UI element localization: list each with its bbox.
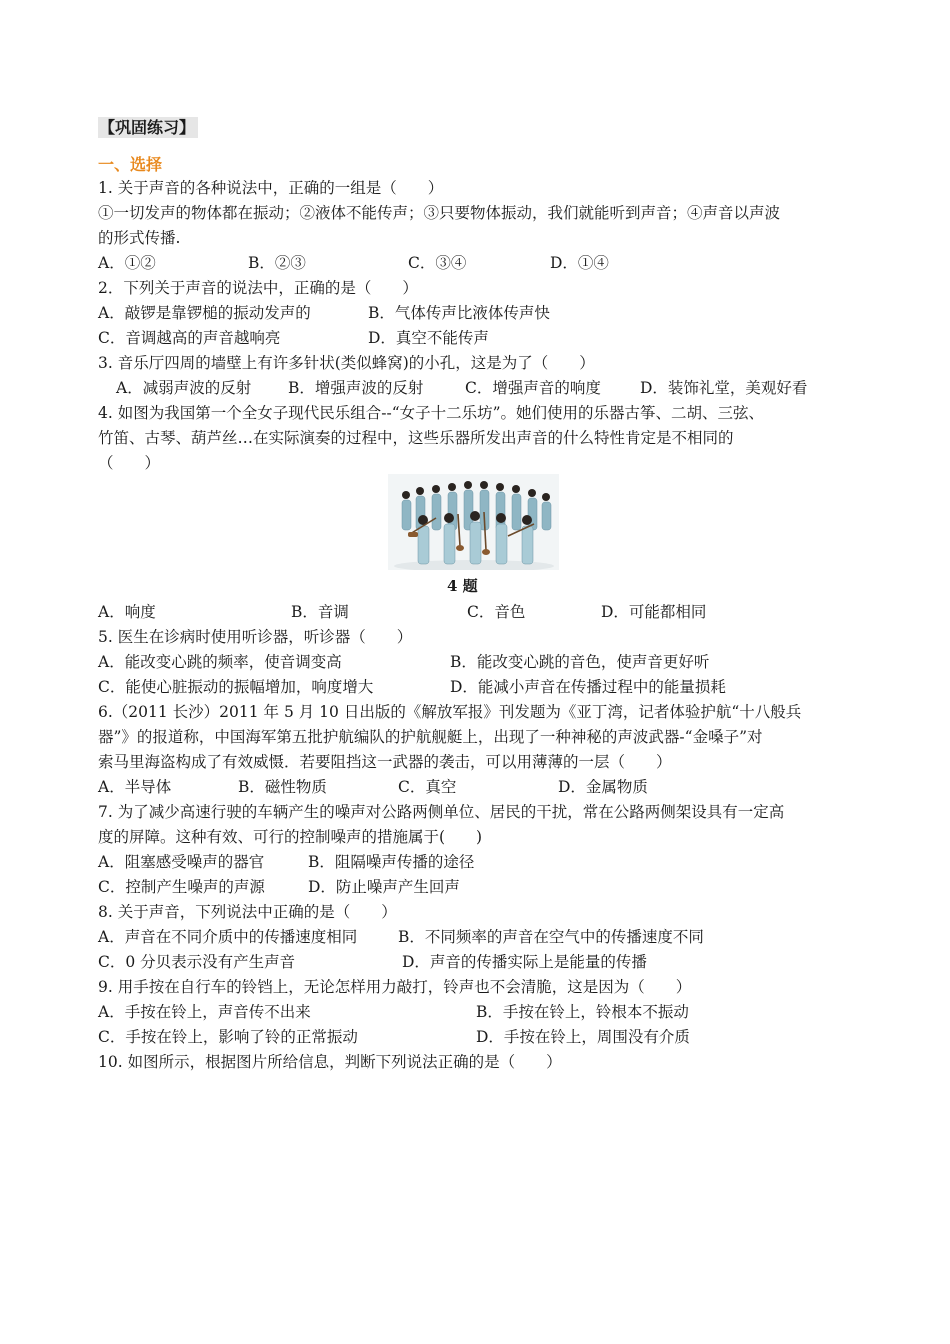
q1-option-b: B．②③ [248, 254, 306, 272]
q1-option-d: D．①④ [550, 254, 609, 272]
q7-stem-line-2: 度的屏障。这种有效、可行的控制噪声的措施属于( ) [98, 828, 483, 846]
q5-option-d: D．能减小声音在传播过程中的能量损耗 [450, 678, 726, 696]
q7-option-c: C．控制产生噪声的声源 [98, 878, 265, 896]
q4-stem-line-2: 竹笛、古琴、葫芦丝…在实际演奏的过程中，这些乐器所发出声音的什么特性肯定是不相同的 [98, 429, 734, 447]
q9-option-c: C．手按在铃上，影响了铃的正常振动 [98, 1028, 358, 1046]
q8-stem: 8. 关于声音，下列说法中正确的是（ ） [98, 903, 397, 921]
q6-option-a: A．半导体 [98, 778, 172, 796]
q1-body-line-2: 的形式传播. [98, 229, 181, 247]
orchestra-illustration [388, 474, 559, 570]
q3-option-b: B．增强声波的反射 [288, 379, 424, 397]
q8-option-d: D．声音的传播实际上是能量的传播 [402, 953, 647, 971]
q5-option-a: A．能改变心跳的频率，使音调变高 [98, 653, 342, 671]
q4-stem-line-3: （ ） [98, 454, 161, 472]
q4-option-c: C．音色 [467, 603, 526, 621]
q5-option-c: C．能使心脏振动的振幅增加，响度增大 [98, 678, 374, 696]
q1-option-a: A．①② [98, 254, 156, 272]
q4-figure-caption: 4 题 [447, 577, 478, 595]
q4-option-d: D．可能都相同 [601, 603, 707, 621]
q8-option-c: C．0 分贝表示没有产生声音 [98, 953, 296, 971]
q7-option-b: B．阻隔噪声传播的途径 [308, 853, 475, 871]
q1-stem: 1. 关于声音的各种说法中，正确的一组是（ ） [98, 179, 444, 197]
q9-option-b: B．手按在铃上，铃根本不振动 [476, 1003, 689, 1021]
q5-stem: 5. 医生在诊病时使用听诊器，听诊器（ ） [98, 628, 413, 646]
q3-option-d: D．装饰礼堂，美观好看 [640, 379, 808, 397]
q1-body-line-1: ①一切发声的物体都在振动；②液体不能传声；③只要物体振动，我们就能听到声音；④声音以声波 [98, 204, 781, 222]
q6-stem-line-1: 6.（2011 长沙）2011 年 5 月 10 日出版的《解放军报》刊发题为《亚丁湾，记者体验护航“十八般兵 [98, 703, 802, 721]
section-subheading: 一、选择 [98, 155, 163, 174]
q9-stem: 9. 用手按在自行车的铃铛上，无论怎样用力敲打，铃声也不会清脆，这是因为（ ） [98, 978, 692, 996]
q2-stem: 2．下列关于声音的说法中，正确的是（ ） [98, 279, 418, 297]
q6-option-c: C．真空 [398, 778, 457, 796]
q4-option-b: B．音调 [291, 603, 349, 621]
q9-option-a: A．手按在铃上，声音传不出来 [98, 1003, 311, 1021]
q7-stem-line-1: 7. 为了减少高速行驶的车辆产生的噪声对公路两侧单位、居民的干扰，常在公路两侧架设具有一定高 [98, 803, 785, 821]
q8-option-b: B．不同频率的声音在空气中的传播速度不同 [398, 928, 704, 946]
q2-option-a: A．敲锣是靠锣槌的振动发声的 [98, 304, 311, 322]
q7-option-a: A．阻塞感受噪声的器官 [98, 853, 265, 871]
q2-option-b: B．气体传声比液体传声快 [368, 304, 550, 322]
q2-option-c: C．音调越高的声音越响亮 [98, 329, 281, 347]
q5-option-b: B．能改变心跳的音色，使声音更好听 [450, 653, 710, 671]
q3-stem: 3. 音乐厅四周的墙壁上有许多针状(类似蜂窝)的小孔，这是为了（ ） [98, 354, 595, 372]
q6-stem-line-2: 器”》的报道称，中国海军第五批护航编队的护航舰艇上，出现了一种神秘的声波武器-“金嗓子”对 [98, 728, 763, 746]
q4-stem-line-1: 4. 如图为我国第一个全女子现代民乐组合--“女子十二乐坊”。她们使用的乐器古筝、二胡、三弦、 [98, 404, 765, 422]
q3-option-a: A．减弱声波的反射 [116, 379, 252, 397]
q4-orchestra-photo [388, 474, 559, 570]
q6-stem-line-3: 索马里海盗构成了有效威慑．若要阻挡这一武器的袭击，可以用薄薄的一层（ ） [98, 753, 672, 771]
q3-option-c: C．增强声音的响度 [465, 379, 601, 397]
q10-stem: 10. 如图所示，根据图片所给信息，判断下列说法正确的是（ ） [98, 1053, 562, 1071]
q6-option-b: B．磁性物质 [238, 778, 327, 796]
q1-option-c: C．③④ [408, 254, 467, 272]
q8-option-a: A．声音在不同介质中的传播速度相同 [98, 928, 358, 946]
q7-option-d: D．防止噪声产生回声 [308, 878, 460, 896]
q2-option-d: D．真空不能传声 [368, 329, 489, 347]
q9-option-d: D．手按在铃上，周围没有介质 [476, 1028, 690, 1046]
q6-option-d: D．金属物质 [558, 778, 648, 796]
section-heading: 【巩固练习】 [98, 117, 198, 138]
q4-option-a: A．响度 [98, 603, 156, 621]
